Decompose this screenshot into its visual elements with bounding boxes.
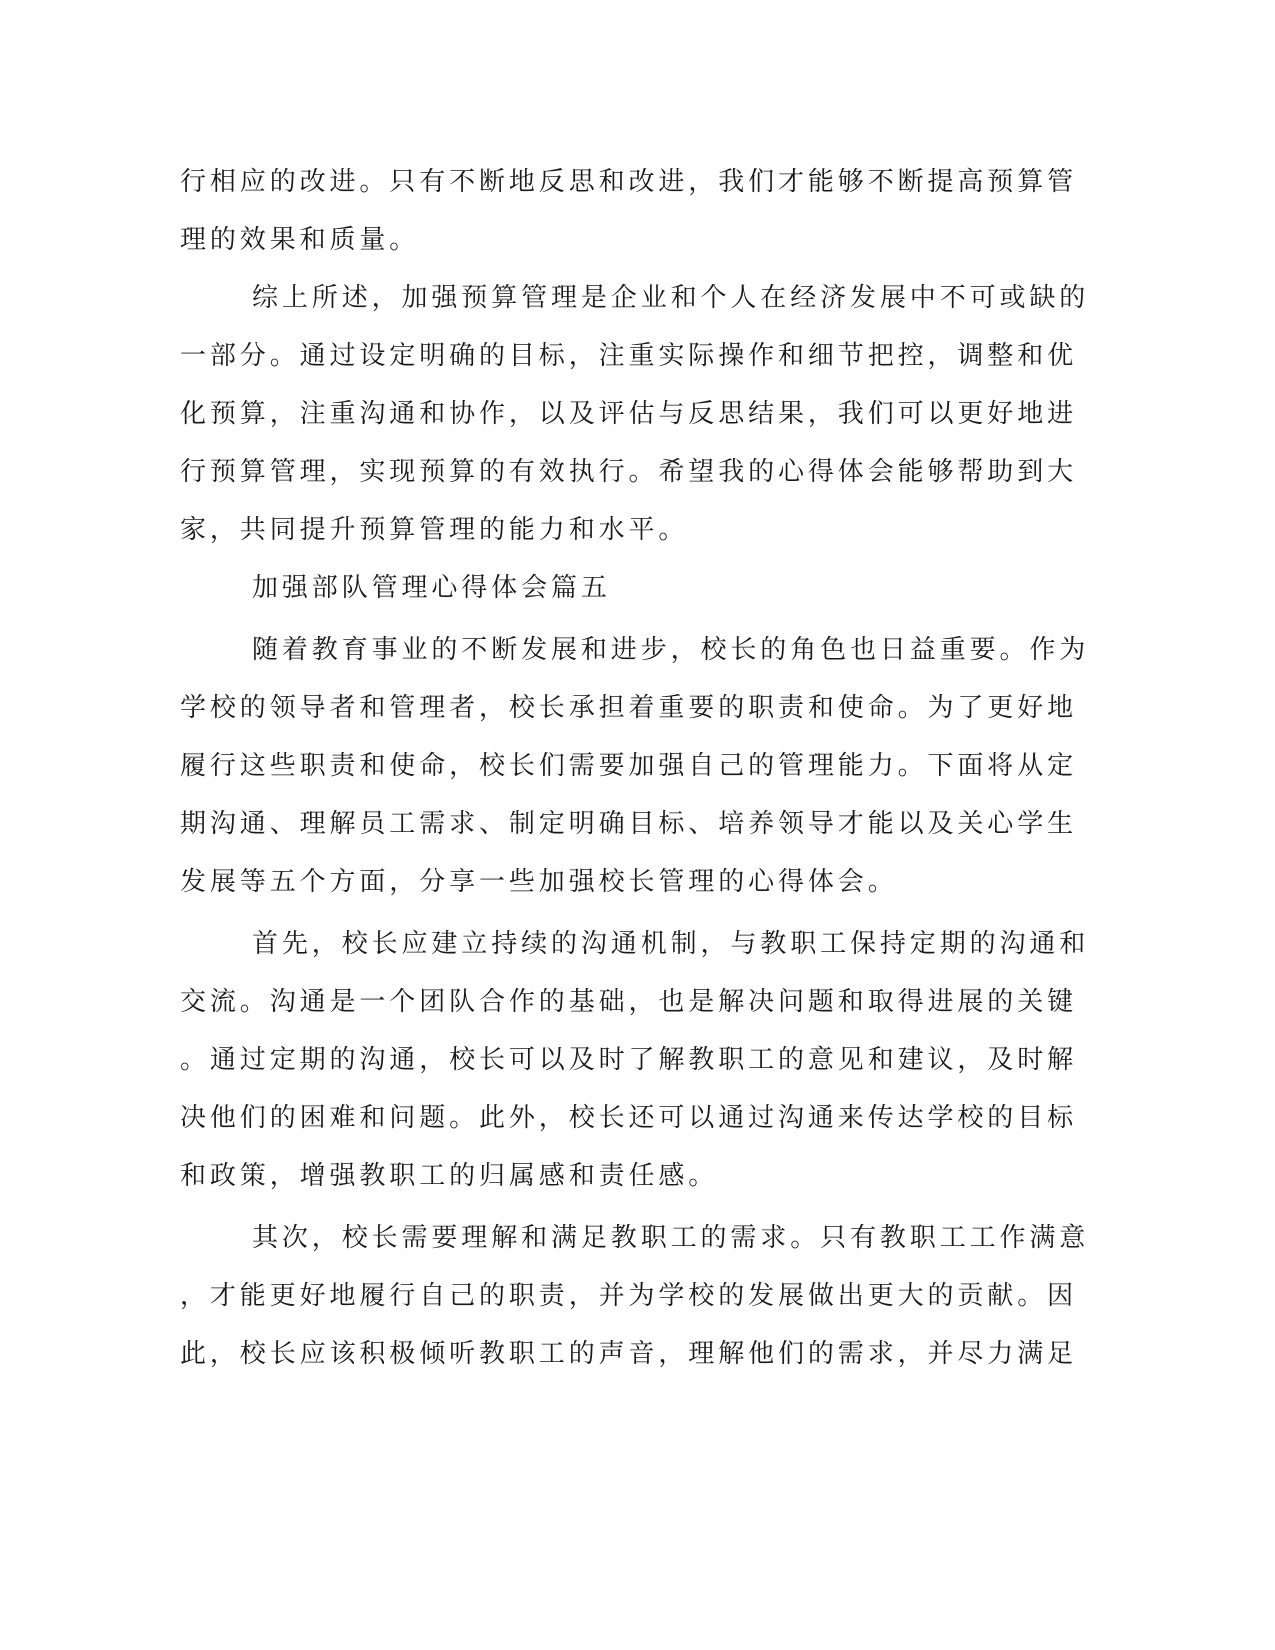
text-line: 行相应的改进。只有不断地反思和改进，我们才能够不断提高预算管 bbox=[180, 167, 1078, 197]
text-line: 化预算，注重沟通和协作，以及评估与反思结果，我们可以更好地进 bbox=[180, 399, 1078, 429]
text-line: 家，共同提升预算管理的能力和水平。 bbox=[180, 515, 689, 545]
text-line: 和政策，增强教职工的归属感和责任感。 bbox=[180, 1161, 719, 1191]
text-line: 学校的领导者和管理者，校长承担着重要的职责和使命。为了更好地 bbox=[180, 693, 1078, 723]
section-heading: 加强部队管理心得体会篇五 bbox=[252, 573, 611, 603]
text-line: 综上所述，加强预算管理是企业和个人在经济发展中不可或缺的 bbox=[252, 283, 1090, 313]
text-line: 决他们的困难和问题。此外，校长还可以通过沟通来传达学校的目标 bbox=[180, 1103, 1078, 1133]
text-line: 期沟通、理解员工需求、制定明确目标、培养领导才能以及关心学生 bbox=[180, 809, 1078, 839]
text-line: 行预算管理，实现预算的有效执行。希望我的心得体会能够帮助到大 bbox=[180, 457, 1078, 487]
text-line: 。通过定期的沟通，校长可以及时了解教职工的意见和建议，及时解 bbox=[180, 1045, 1078, 1075]
text-line: 其次，校长需要理解和满足教职工的需求。只有教职工工作满意 bbox=[252, 1223, 1090, 1253]
text-line: 履行这些职责和使命，校长们需要加强自己的管理能力。下面将从定 bbox=[180, 751, 1078, 781]
text-line: 随着教育事业的不断发展和进步，校长的角色也日益重要。作为 bbox=[252, 635, 1090, 665]
text-line: 此，校长应该积极倾听教职工的声音，理解他们的需求，并尽力满足 bbox=[180, 1339, 1078, 1369]
text-line: ，才能更好地履行自己的职责，并为学校的发展做出更大的贡献。因 bbox=[180, 1281, 1078, 1311]
text-line: 一部分。通过设定明确的目标，注重实际操作和细节把控，调整和优 bbox=[180, 341, 1078, 371]
text-line: 理的效果和质量。 bbox=[180, 225, 420, 255]
text-line: 交流。沟通是一个团队合作的基础，也是解决问题和取得进展的关键 bbox=[180, 987, 1078, 1017]
text-line: 首先，校长应建立持续的沟通机制，与教职工保持定期的沟通和 bbox=[252, 929, 1090, 959]
text-line: 发展等五个方面，分享一些加强校长管理的心得体会。 bbox=[180, 867, 898, 897]
